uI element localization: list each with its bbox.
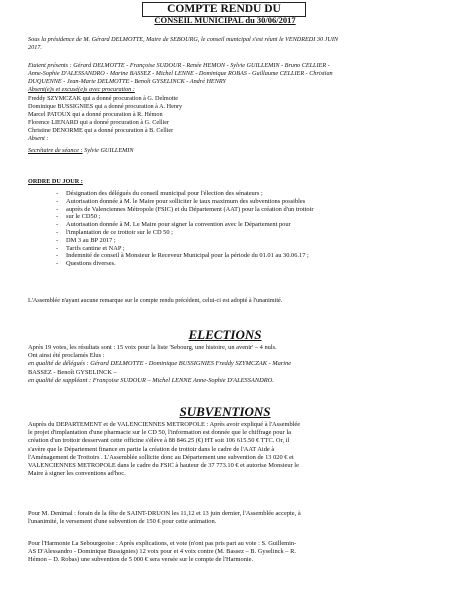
elections-line: en qualité de suppléant : Françoise SUDOUR – Michel LENNE Anne-Sophie D'ALESSANDRO. [28, 376, 274, 384]
subventions-line: l'Aménagement de Trottoirs . L'Assemblée sollicite donc au Département une subvention de 13 020 € et [28, 453, 294, 461]
absent-line: Florence LIENARD qui a donné procuration à G. Cellier [28, 119, 170, 126]
agenda-item-cont [20, 213, 420, 221]
elections-text [28, 344, 420, 385]
presents-line-1: Etaient présents : Gérard DELMOTTE - Françoise SUDOUR - Renée HEMON - Sylvie GUILLEMIN - Bruno CELLIER - [28, 62, 330, 69]
elections-title: ELECTIONS [188, 327, 262, 342]
intro-line-2: 2017. [28, 44, 42, 51]
approval-line: L'Assemblée n'ayant aucune remarque sur le compte rendu précédent, celui-ci est adopté à l'unanimité. [28, 297, 283, 304]
ordre-du-jour-list [20, 190, 420, 268]
absent-label: Absent : [28, 135, 49, 142]
secretaire-line [28, 147, 133, 155]
subventions-line: AS D'Alessandro - Dominique Bussignies) 12 voix pour et 4 voix contre (M. Bassez – B. Gyselinck – R. [28, 548, 296, 556]
subtitle-text: CONSEIL MUNICIPAL du 30/06/2017 [154, 15, 296, 25]
agenda-item: - Questions diverses. [20, 260, 420, 268]
subventions-line: le projet d'implantation d'une pharmacie sur le CD 50, l'information est donnée que le chiffrage pour la [28, 429, 291, 437]
agenda-continuation: l'implantation de ce trottoir sur le CD 50 ; [66, 228, 173, 236]
subventions-line: l'unanimité, le versement d'une subvention de 150 € pour cette animation. [28, 518, 217, 526]
subventions-line: Auprès du DEPARTEMENT et de VALENCIENNES METROPOLE : Après avoir expliqué à l'Assemblée [28, 421, 301, 428]
subventions-paragraph-2 [28, 510, 420, 526]
agenda-item: - Désignation des délégués du conseil municipal pour l'élection des sénateurs ; [20, 190, 420, 198]
subventions-line: s'avère que le Département finance en partie la création de trottoir dans le cadre de l'AAT Aide à [28, 445, 275, 453]
subventions-line: VALENCIENNES METROPOLE dans le cadre du FSIC à hauteur de 37 773.10 € et autorise Monsieur le [28, 462, 299, 470]
subventions-line: création d'un trottoir desservant cette officine s'élève à 88 846.25 (€) HT soit 106 615.50 € TTC. Or, il [28, 437, 290, 445]
page-subtitle [0, 15, 450, 25]
presents-line-3: DUQUENNE - Jean-Marie DELMOTTE - Benoît GYSELINCK - André HENRY [28, 78, 226, 85]
agenda-item: - DM 3 au BP 2017 ; [20, 237, 420, 245]
elections-line: Après 19 votes, les résultats sont : 15 voix pour la liste 'Sebourg, une histoire, un avenir' – 4 nuls. [28, 344, 277, 351]
agenda-item-cont [20, 229, 420, 237]
absents-label: Absent(e)s et excusé(e)s avec procuration : [28, 86, 135, 93]
elections-line: Ont ainsi été proclamés Elus : [28, 352, 105, 360]
intro-line-1: Sous la présidence de M. Gérard DELMOTTE, Maire de SEBOURG, le conseil municipal s'est réuni le VENDREDI 30 JUIN [28, 36, 339, 43]
agenda-continuation: sur le CD50 ; [66, 213, 101, 221]
agenda-item: - Indemnité de conseil à Monsieur le Receveur Municipal pour la période du 01.01 au 30.06.17 ; [20, 252, 420, 260]
absent-line: Freddy SZYMCZAK qui a donné procuration à G. Delmotte [28, 95, 179, 102]
subventions-paragraph-1 [28, 421, 420, 478]
absent-line: Marcel PATOUX qui a donné procuration à R. Hémon [28, 111, 163, 118]
elections-line: BASSEZ - Benoît GYSELINCK – [28, 368, 117, 376]
elections-line: en qualité de délégués : Gérard DELMOTTE - Dominique BUSSIGNIES Freddy SZYMCZAK - Marine [28, 360, 292, 368]
agenda-continuation: auprès de Valenciennes Métropole (FSIC) et du Département (AAT) pour la création d'un trottoir [66, 205, 314, 213]
absent-line: Christine DENORME qui a donné procuration à B. Cellier [28, 127, 174, 134]
presents-line-2: Anne-Sophie D'ALESSANDRO - Marine BASSEZ - Michel LENNE - Dominique ROBAS - Guillaume CELLIER - Christian [28, 70, 333, 77]
subventions-line: Pour l'Harmonie La Sebourgeoise : Après explications, et vote (n'ont pas pris part au vote : S. Guillemin- [28, 540, 297, 547]
agenda-item-cont [20, 206, 420, 214]
agenda-item: - Tarifs cantine et NAP ; [20, 245, 420, 253]
page-title: COMPTE RENDU DU [142, 2, 306, 17]
agenda-item: - Autorisation donnée à M. Le Maire pour signer la convention avec le Département pour [20, 221, 420, 229]
secretaire-label: Secrétaire de séance : [28, 147, 83, 154]
ordre-du-jour-label: ORDRE DU JOUR : [28, 178, 83, 185]
subventions-line: Hémon – D. Robas) une subvention de 5 000 € sera versée sur le compte de l'Harmonie. [28, 556, 254, 564]
subventions-title: SUBVENTIONS [179, 404, 271, 419]
subventions-line: Pour M. Denimal : forain de la fête de SAINT-DRUON les 11,12 et 13 juin dernier, l'Assemblée accepte, à [28, 510, 301, 517]
absent-line: Dominique BUSSIGNIES qui a donné procuration à A. Henry [28, 103, 183, 110]
secretaire-name: Sylvie GUILLEMIN [84, 147, 134, 154]
subventions-line: Maire à signer les conventions ad'hoc. [28, 470, 126, 478]
agenda-item: - Autorisation donnée à M. le Maire pour solliciter le taux maximum des subventions possibles [20, 198, 420, 206]
subventions-paragraph-3 [28, 540, 420, 565]
